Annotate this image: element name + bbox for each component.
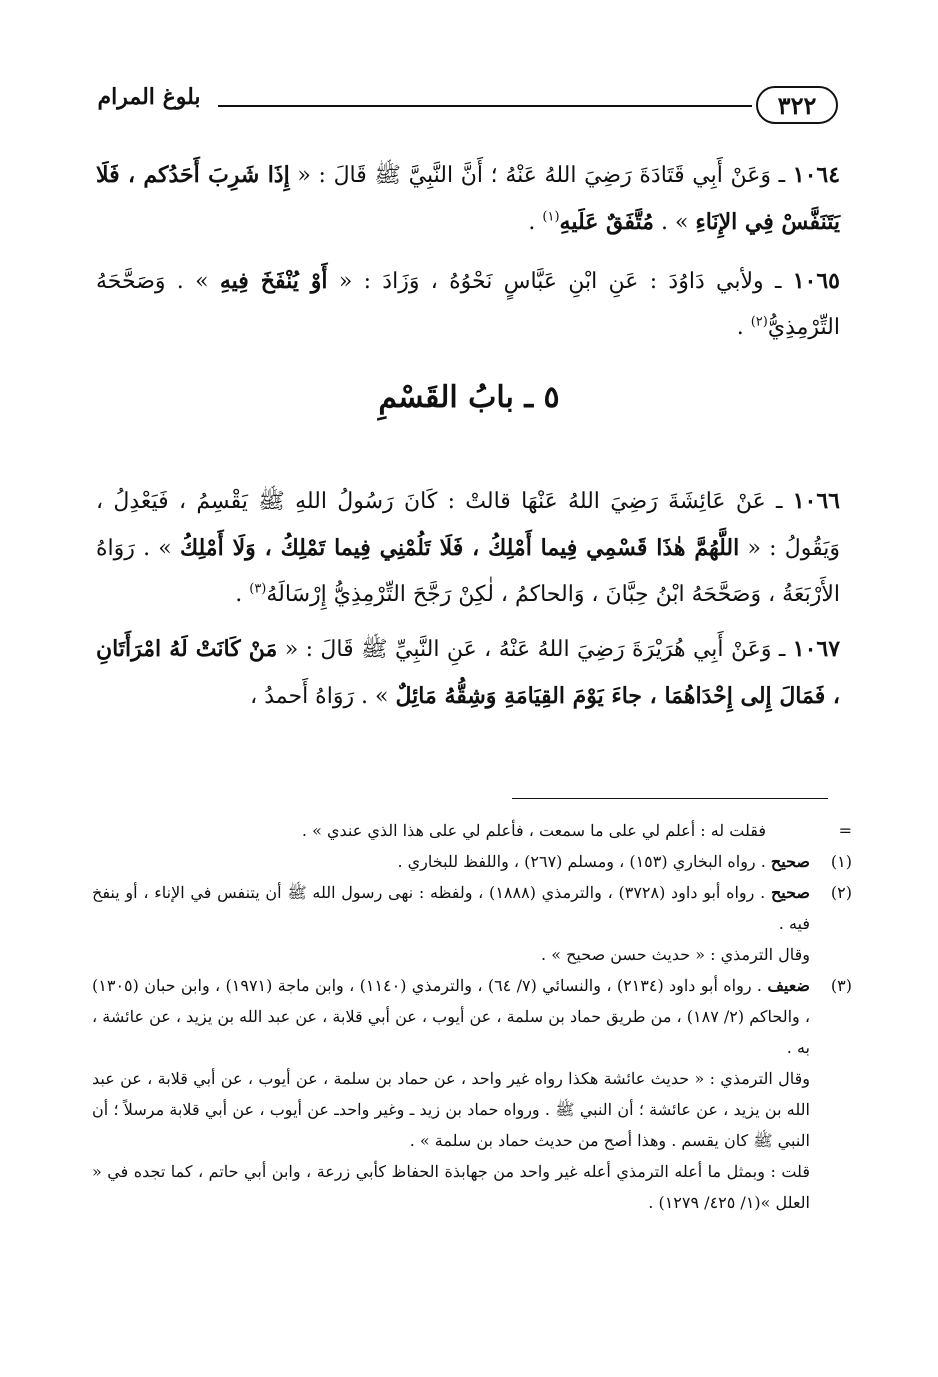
hadith-close: » . (660, 210, 689, 235)
footnote-marker: (١) (830, 852, 852, 871)
hadith-intro: ـ ولأبي دَاوُدَ : عَنِ ابْنِ عَبَّاسٍ نَحْوُهُ ، وَزَادَ : « (338, 269, 782, 294)
footnote-text: . رواه البخاري (١٥٣) ، ومسلم (٢٦٧) ، واللفظ للبخاري . (397, 852, 766, 871)
main-text-top (96, 152, 840, 351)
hadith-ending: مُتَّفَقٌ عَلَيهِ (559, 209, 654, 235)
footnote-2 (92, 877, 852, 970)
hadith-1065 (96, 258, 840, 351)
footnote-marker: (٢) (830, 883, 852, 902)
hadith-matn: إِذَا شَرِبَ أَحَدُكم ، فَلَا يَتَنَفَّسْ فِي الإِنَاءِ (96, 162, 840, 235)
hadith-tail: . (736, 315, 751, 340)
hadith-close: » . رَوَاهُ أَحمدُ ، (250, 684, 389, 709)
hadith-number: ١٠٦٥ (792, 268, 840, 294)
hadith-intro: ـ عَنْ عَائِشَةَ رَضِيَ اللهُ عَنْهَا قالتْ : كَانَ رَسُولُ اللهِ ﷺ يَقْسِمُ ، فَيَعْدِلُ ، وَيَقُولُ : « (96, 489, 840, 561)
hadith-tail: . (528, 210, 543, 235)
footnote-grade: صحيح (770, 852, 810, 871)
footnote-marker: (٣) (830, 976, 852, 995)
main-text-bottom (96, 478, 840, 728)
footnote-continued (92, 815, 852, 846)
footnote-body (92, 877, 810, 970)
hadith-tail: . (235, 582, 250, 607)
footnote-grade: صحيح (770, 883, 811, 902)
page-number: ٣٢٢ (777, 90, 817, 120)
hadith-1067 (96, 626, 840, 720)
footnote-1 (92, 846, 852, 877)
footnote-body (92, 846, 810, 877)
hadith-number: ١٠٦٦ (792, 488, 840, 514)
hadith-close: » . وَصَحَّحَهُ التِّرْمِذِيُّ (96, 269, 840, 340)
footnotes (92, 815, 852, 1218)
footnote-body (92, 970, 810, 1218)
header-rule (218, 105, 752, 107)
hadith-number: ١٠٦٧ (792, 636, 841, 662)
hadith-matn: اللَّهُمَّ هٰذَا قَسْمِي فِيما أَمْلِكُ ، فَلَا تَلُمْنِي فِيما تَمْلِكُ ، وَلَا أَمْلِكُ (179, 535, 740, 561)
footnote-ref: (١) (542, 209, 560, 225)
footnote-text: . رواه أبو داود (٢١٣٤) ، والنسائي (٧/ ٦٤) ، والترمذي (١١٤٠) ، وابن ماجة (١٩٧١) ، وابن حبان (١٣٠٥) ، والحاكم (٢/ ١٨٧) ، من طريق حماد بن سلمة ، عن أيوب ، عن أبي قلابة ، عن عبد الله بن يزيد ، عن عائشة ، به . (92, 976, 811, 1057)
page-number-badge (756, 86, 838, 124)
section-title: ٥ ـ بابُ القَسْمِ (378, 380, 560, 415)
footnote-subtext: وقال الترمذي : « حديث حسن صحيح » . (541, 945, 810, 964)
hadith-number: ١٠٦٤ (792, 162, 841, 188)
footnote-subtext: قلت : وبمثل ما أعله الترمذي أعله غير واحد من جهابذة الحفاظ كأبي زرعة ، وابن أبي حاتم ، كما تجده في « العلل »(١/ ٤٢٥/ ١٢٧٩) . (92, 1162, 810, 1212)
footnote-separator (512, 798, 828, 799)
footnote-3 (92, 970, 852, 1218)
hadith-intro: ـ وَعَنْ أَبِي هُرَيْرَةَ رَضِيَ اللهُ عَنْهُ ، عَنِ النَّبِيِّ ﷺ قَالَ : « (284, 637, 786, 662)
hadith-1064 (96, 152, 840, 246)
footnote-text: . رواه أبو داود (٣٧٢٨) ، والترمذي (١٨٨٨) ، ولفظه : نهى رسول الله ﷺ أن يتنفس في الإناء ، أو ينفخ فيه . (92, 883, 810, 933)
book-title: بلوغ المرام (97, 84, 201, 110)
footnote-ref: (٣) (249, 581, 267, 597)
footnote-marker: = (838, 821, 852, 840)
footnote-subtext: وقال الترمذي : « حديث عائشة هكذا رواه غير واحد ، عن حماد بن سلمة ، عن أيوب ، عن أبي قلابة ، عن عبد الله بن يزيد ، عن عائشة ؛ أن النبي ﷺ . ورواه حماد بن زيد ـ وغير واحدـ عن أيوب ، عن أبي قلابة مرسلاً ؛ أن النبي ﷺ كان يقسم . وهذا أصح من حديث حماد بن سلمة » . (92, 1069, 811, 1150)
hadith-matn: أَوْ يُنْفَخَ فِيهِ (219, 268, 328, 294)
footnote-ref: (٢) (750, 314, 768, 330)
hadith-matn: مَنْ كَانَتْ لَهُ امْرَأَتَانِ ، فَمَالَ إِلى إِحْدَاهُمَا ، جاءَ يَوْمَ القِيَامَةِ وَشِقُّهُ مَائِلٌ (96, 636, 840, 709)
hadith-intro: ـ وَعَنْ أَبِي قَتَادَةَ رَضِيَ اللهُ عَنْهُ ؛ أَنَّ النَّبِيَّ ﷺ قَالَ : « (297, 163, 786, 188)
footnote-grade: ضعيف (767, 976, 811, 995)
hadith-close: » . رَوَاهُ الأَرْبَعَةُ ، وَصَحَّحَهُ ابْنُ حِبَّانَ ، وَالحاكمُ ، لٰكِنْ رَجَّحَ التِّرْمِذِيُّ إِرْسَالَهُ (96, 536, 840, 607)
footnote-text: فقلت له : أعلم لي على ما سمعت ، فأعلم لي على هذا الذي عندي » . (301, 821, 766, 840)
hadith-1066 (96, 478, 840, 618)
